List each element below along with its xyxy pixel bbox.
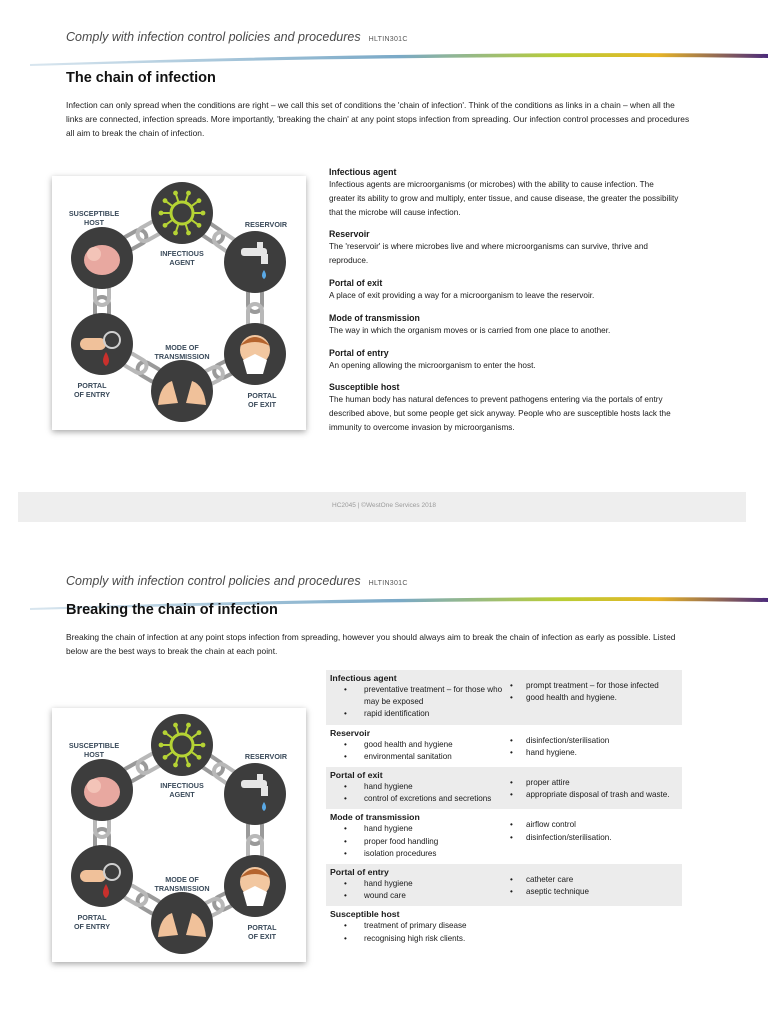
definition-text: The 'reservoir' is where microbes live and where microorganisms can survive, thrive and reproduce. xyxy=(329,242,648,266)
breaking-chain-table xyxy=(326,670,682,949)
virus-spike-tip xyxy=(197,755,202,760)
virus-spike-tip xyxy=(163,198,168,203)
diagram-label: TRANSMISSION xyxy=(154,884,210,893)
measures-list-left xyxy=(330,878,504,902)
measure-item: • recognising high risk clients. xyxy=(330,933,504,945)
header-title: Comply with infection control policies and procedures xyxy=(66,30,361,44)
unit-code: HLTIN301C xyxy=(368,580,408,587)
virus-spike-tip xyxy=(159,743,164,748)
virus-spike-tip xyxy=(201,211,206,216)
diagram-label: RESERVOIR xyxy=(244,752,288,761)
tap-handle xyxy=(257,242,263,250)
diagram-label: MODE OF xyxy=(165,875,199,884)
measures-list-right xyxy=(504,819,678,843)
virus-spike-tip xyxy=(186,723,191,728)
definition-title: Mode of transmission xyxy=(329,312,420,323)
diagram-label: PORTAL xyxy=(247,391,277,400)
baby-icon xyxy=(84,777,120,807)
measure-item: • good health and hygiene xyxy=(330,739,504,751)
header-swoosh xyxy=(30,44,768,68)
break-row-title: Portal of exit xyxy=(330,770,383,781)
mode-of-transmission-circle xyxy=(151,360,213,422)
page-footer: HC2045 | ©WestOne Services 2018 xyxy=(332,502,436,509)
virus-spike-tip xyxy=(173,231,178,236)
definition-item xyxy=(329,312,679,338)
reservoir-circle xyxy=(224,231,286,293)
measures-list-right xyxy=(504,680,678,704)
diagram-label: PORTAL xyxy=(77,913,107,922)
baby-head xyxy=(87,247,101,261)
definition-text: The way in which the organism moves or is carried from one place to another. xyxy=(329,325,611,335)
mode-of-transmission-circle xyxy=(151,892,213,954)
measure-item: • wound care xyxy=(330,890,504,902)
running-header xyxy=(66,30,408,44)
finger xyxy=(80,870,106,882)
diagram-label: OF ENTRY xyxy=(73,390,111,399)
header-title: Comply with infection control policies and procedures xyxy=(66,574,361,588)
tap-handle xyxy=(257,774,263,782)
virus-spike-tip xyxy=(173,763,178,768)
chain-of-infection-diagram xyxy=(52,176,306,430)
measure-item: • treatment of primary disease xyxy=(330,920,504,932)
tap-spout xyxy=(261,786,268,796)
definition-title: Susceptible host xyxy=(329,382,400,393)
break-row-title: Mode of transmission xyxy=(330,812,420,823)
diagram-label: TRANSMISSION xyxy=(154,352,210,361)
diagram-label: OF EXIT xyxy=(248,932,276,941)
diagram-label: OF EXIT xyxy=(248,400,276,409)
measure-item: • good health and hygiene. xyxy=(504,692,678,704)
reservoir-circle xyxy=(224,763,286,825)
definition-title: Portal of entry xyxy=(329,347,389,358)
measure-item: • proper food handling xyxy=(330,836,504,848)
finger xyxy=(80,338,106,350)
measure-item: • disinfection/sterilisation xyxy=(504,735,678,747)
tap-spout xyxy=(261,254,268,264)
measure-item: • hand hygiene. xyxy=(504,747,678,759)
definition-item xyxy=(329,166,679,219)
measure-item: • aseptic technique xyxy=(504,886,678,898)
virus-spike-tip xyxy=(163,730,168,735)
intro-paragraph: Infection can only spread when the conditions are right – we call this set of conditions the 'chain of infection'. Think of the conditions as links in a chain – when all the links are connected, infection spreads. More importantly, 'breaking the chain' at any point stops infection from spreading. Our infection control processes and procedures all aim to break the chain of infection. xyxy=(66,100,690,138)
baby-head xyxy=(87,779,101,793)
diagram-label: PORTAL xyxy=(77,381,107,390)
intro-paragraph: Breaking the chain of infection at any point stops infection from spreading, however you should always aim to break the chain of infection as early as possible. Listed below are the best ways to break the chain at each point. xyxy=(66,632,676,656)
definition-item xyxy=(329,347,679,373)
measures-list-left xyxy=(330,781,504,805)
measure-item: • control of excretions and secretions xyxy=(330,793,504,805)
page-title: The chain of infection xyxy=(66,70,216,86)
diagram-label: AGENT xyxy=(169,790,195,799)
definition-text: Infectious agents are microorganisms (or microbes) with the ability to cause infection. The greater its ability to grow and multiply, enter tissue, and cause disease, the greater the possibility that the microbe will cause infection. xyxy=(329,180,679,217)
break-row-title: Susceptible host xyxy=(330,909,400,920)
virus-spike-tip xyxy=(163,223,168,228)
definition-title: Reservoir xyxy=(329,229,370,240)
diagram-label: HOST xyxy=(84,218,104,227)
diagram-label: SUSCEPTIBLE xyxy=(68,741,120,750)
virus-spike-tip xyxy=(163,755,168,760)
virus-spike-tip xyxy=(197,730,202,735)
measure-item: • disinfection/sterilisation. xyxy=(504,832,678,844)
measure-item: • hand hygiene xyxy=(330,781,504,793)
virus-spike-tip xyxy=(197,198,202,203)
definition-title: Infectious agent xyxy=(329,167,397,177)
break-row-title: Infectious agent xyxy=(330,673,397,683)
baby-icon xyxy=(84,245,120,275)
diagram-label: INFECTIOUS xyxy=(160,249,204,258)
definition-item xyxy=(329,381,679,434)
break-row-title: Portal of entry xyxy=(330,867,389,878)
diagram-label: SUSCEPTIBLE xyxy=(68,209,120,218)
break-row-title: Reservoir xyxy=(330,727,371,738)
definition-text: The human body has natural defences to prevent pathogens entering via the portals of entry described above, but some people get sick anyway. People who are susceptible hosts lack the immunity to overcome invasion by microorganisms. xyxy=(329,395,671,432)
measures-list-right xyxy=(504,735,678,759)
definitions-list xyxy=(329,166,679,444)
measure-item: • proper attire xyxy=(504,777,678,789)
measures-list-left xyxy=(330,823,504,860)
diagram-label: OF ENTRY xyxy=(73,922,111,931)
definition-text: A place of exit providing a way for a microorganism to leave the reservoir. xyxy=(329,290,595,300)
virus-spike-tip xyxy=(186,231,191,236)
measure-item: • preventative treatment – for those who may be exposed xyxy=(330,684,504,708)
virus-spike-tip xyxy=(186,191,191,196)
measure-item: • hand hygiene xyxy=(330,823,504,835)
measure-item: • catheter care xyxy=(504,874,678,886)
unit-code: HLTIN301C xyxy=(368,36,408,43)
virus-spike-tip xyxy=(159,211,164,216)
virus-spike-tip xyxy=(201,743,206,748)
definition-item xyxy=(329,277,679,303)
diagram-label: AGENT xyxy=(169,258,195,267)
diagram-label: RESERVOIR xyxy=(244,220,288,229)
measure-item: • prompt treatment – for those infected xyxy=(504,680,678,692)
break-row xyxy=(326,670,682,725)
measures-list-right xyxy=(504,874,678,898)
definition-title: Portal of exit xyxy=(329,277,383,288)
diagram-label: PORTAL xyxy=(247,923,277,932)
measure-item: • environmental sanitation xyxy=(330,751,504,763)
measure-item: • appropriate disposal of trash and waste. xyxy=(504,789,678,801)
break-row xyxy=(326,767,682,809)
measures-list-left xyxy=(330,920,504,944)
measure-item: • airflow control xyxy=(504,819,678,831)
break-row xyxy=(326,725,682,767)
virus-spike-tip xyxy=(197,223,202,228)
break-row xyxy=(326,864,682,906)
measures-list-left xyxy=(330,739,504,763)
diagram-label: INFECTIOUS xyxy=(160,781,204,790)
virus-spike-tip xyxy=(186,763,191,768)
virus-spike-tip xyxy=(173,191,178,196)
definition-item xyxy=(329,228,679,268)
measures-list-left xyxy=(330,684,504,721)
measure-item: • hand hygiene xyxy=(330,878,504,890)
measures-list-right xyxy=(504,777,678,801)
measure-item: • rapid identification xyxy=(330,708,504,720)
virus-spike-tip xyxy=(173,723,178,728)
break-row xyxy=(326,906,682,948)
chain-of-infection-diagram xyxy=(52,708,306,962)
page-title: Breaking the chain of infection xyxy=(66,602,278,618)
running-header xyxy=(66,574,408,588)
diagram-label: MODE OF xyxy=(165,343,199,352)
definition-text: An opening allowing the microorganism to enter the host. xyxy=(329,360,536,370)
measure-item: • isolation procedures xyxy=(330,848,504,860)
diagram-label: HOST xyxy=(84,750,104,759)
break-row xyxy=(326,809,682,864)
